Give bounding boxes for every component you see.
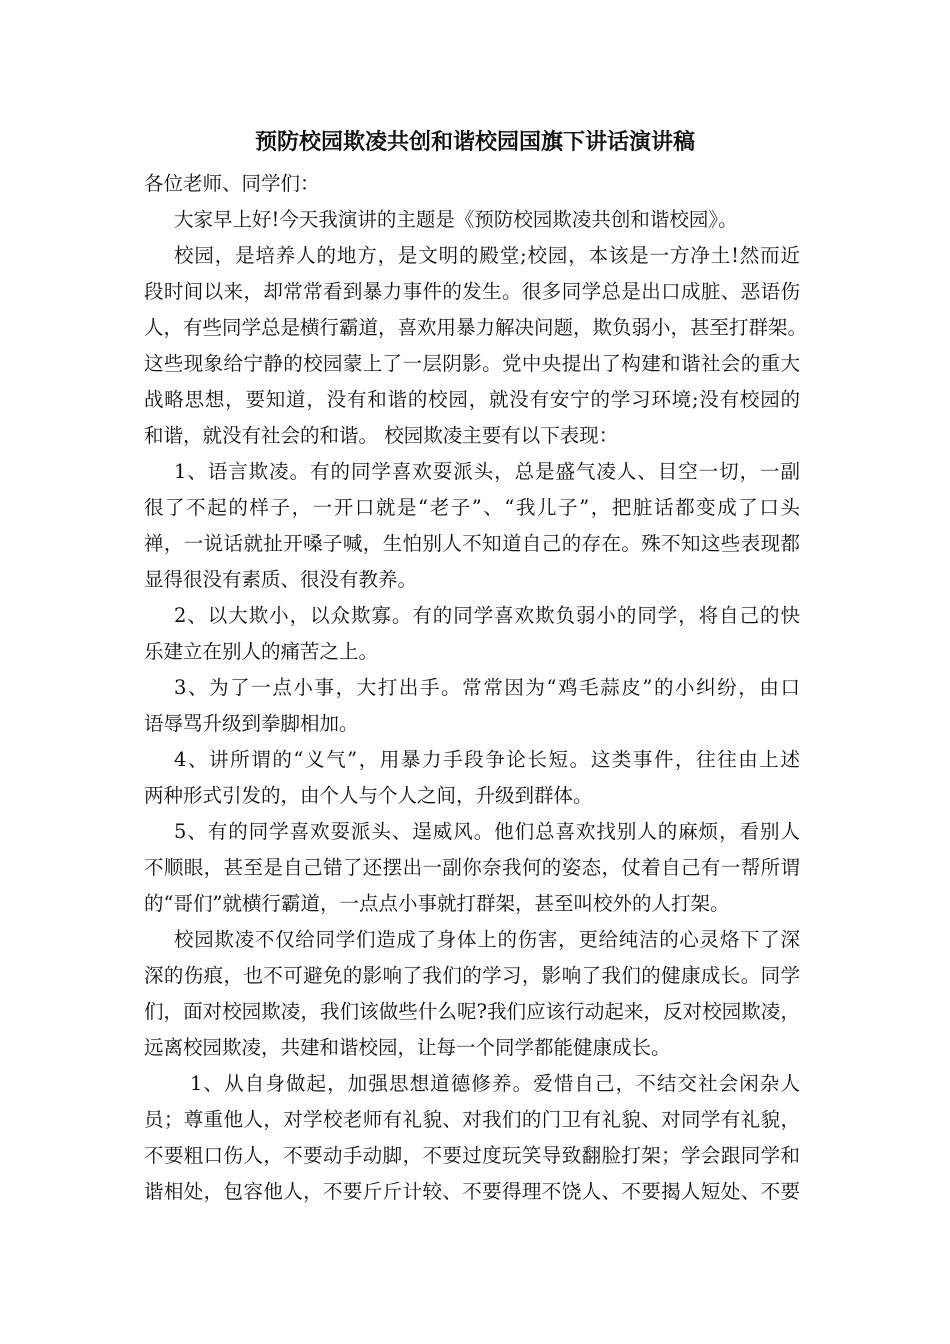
text-line: 5、有的同学喜欢耍派头、逞威风。他们总喜欢找别人的麻烦，看别人 xyxy=(174,820,800,843)
text-line: 禅，一说话就扯开嗓子喊，生怕别人不知道自己的存在。殊不知这些表现都 xyxy=(144,532,800,555)
document-title: 预防校园欺凌共创和谐校园国旗下讲话演讲稿 xyxy=(254,129,695,155)
text-line: 和谐，就没有社会的和谐。 校园欺凌主要有以下表现： xyxy=(144,424,619,447)
text-line: 不顺眼，甚至是自己错了还摆出一副你奈我何的姿态，仗着自己有一帮所谓 xyxy=(144,856,800,879)
text-line: 两种形式引发的，由个人与个人之间，升级到群体。 xyxy=(144,784,593,807)
text-line: 校园欺凌不仅给同学们造成了身体上的伤害，更给纯洁的心灵烙下了深 xyxy=(174,928,800,951)
text-line: 大家早上好!今天我演讲的主题是《预防校园欺凌共创和谐校园》。 xyxy=(174,208,738,231)
text-line: 人，有些同学总是横行霸道，喜欢用暴力解决问题，欺负弱小，甚至打群架。 xyxy=(144,316,808,339)
text-line: 远离校园欺凌，共建和谐校园，让每一个同学都能健康成长。 xyxy=(144,1036,671,1059)
document-body xyxy=(144,166,808,1210)
text-line: 这些现象给宁静的校园蒙上了一层阴影。党中央提出了构建和谐社会的重大 xyxy=(144,352,800,375)
text-line: 1、语言欺凌。有的同学喜欢耍派头，总是盛气凌人、目空一切，一副 xyxy=(174,460,800,483)
text-line: 深的伤痕，也不可避免的影响了我们的学习，影响了我们的健康成长。同学 xyxy=(144,964,800,987)
text-line: 乐建立在别人的痛苦之上。 xyxy=(144,640,379,663)
text-line: 段时间以来，却常常看到暴力事件的发生。很多同学总是出口成脏、恶语伤 xyxy=(144,280,800,303)
text-line: 语辱骂升级到拳脚相加。 xyxy=(144,712,359,735)
text-line: 各位老师、同学们： xyxy=(144,172,320,195)
text-line: 很了不起的样子，一开口就是“老子”、“我儿子”，把脏话都变成了口头 xyxy=(144,496,800,519)
text-line: 1、从自身做起，加强思想道德修养。爱惜自己，不结交社会闲杂人 xyxy=(190,1072,800,1095)
text-line: 的“哥们”就横行霸道，一点点小事就打群架，甚至叫校外的人打架。 xyxy=(144,892,730,915)
text-line: 谐相处，包容他人，不要斤斤计较、不要得理不饶人、不要揭人短处、不要 xyxy=(144,1180,800,1203)
text-line: 2、以大欺小，以众欺寡。有的同学喜欢欺负弱小的同学，将自己的快 xyxy=(174,604,800,627)
text-line: 不要粗口伤人，不要动手动脚，不要过度玩笑导致翻脸打架；学会跟同学和 xyxy=(144,1144,800,1167)
text-line: 们，面对校园欺凌，我们该做些什么呢?我们应该行动起来，反对校园欺凌， xyxy=(144,1000,800,1023)
text-line: 显得很没有素质、很没有教养。 xyxy=(144,568,418,591)
text-line: 4、讲所谓的“义气”，用暴力手段争论长短。这类事件，往往由上述 xyxy=(174,748,800,771)
text-line: 校园，是培养人的地方，是文明的殿堂;校园，本该是一方净土!然而近 xyxy=(174,244,800,267)
text-line: 员；尊重他人，对学校老师有礼貌、对我们的门卫有礼貌、对同学有礼貌， xyxy=(144,1108,800,1131)
text-line: 3、为了一点小事，大打出手。常常因为“鸡毛蒜皮”的小纠纷，由口 xyxy=(174,676,800,699)
text-line: 战略思想，要知道，没有和谐的校园，就没有安宁的学习环境;没有校园的 xyxy=(144,388,800,411)
